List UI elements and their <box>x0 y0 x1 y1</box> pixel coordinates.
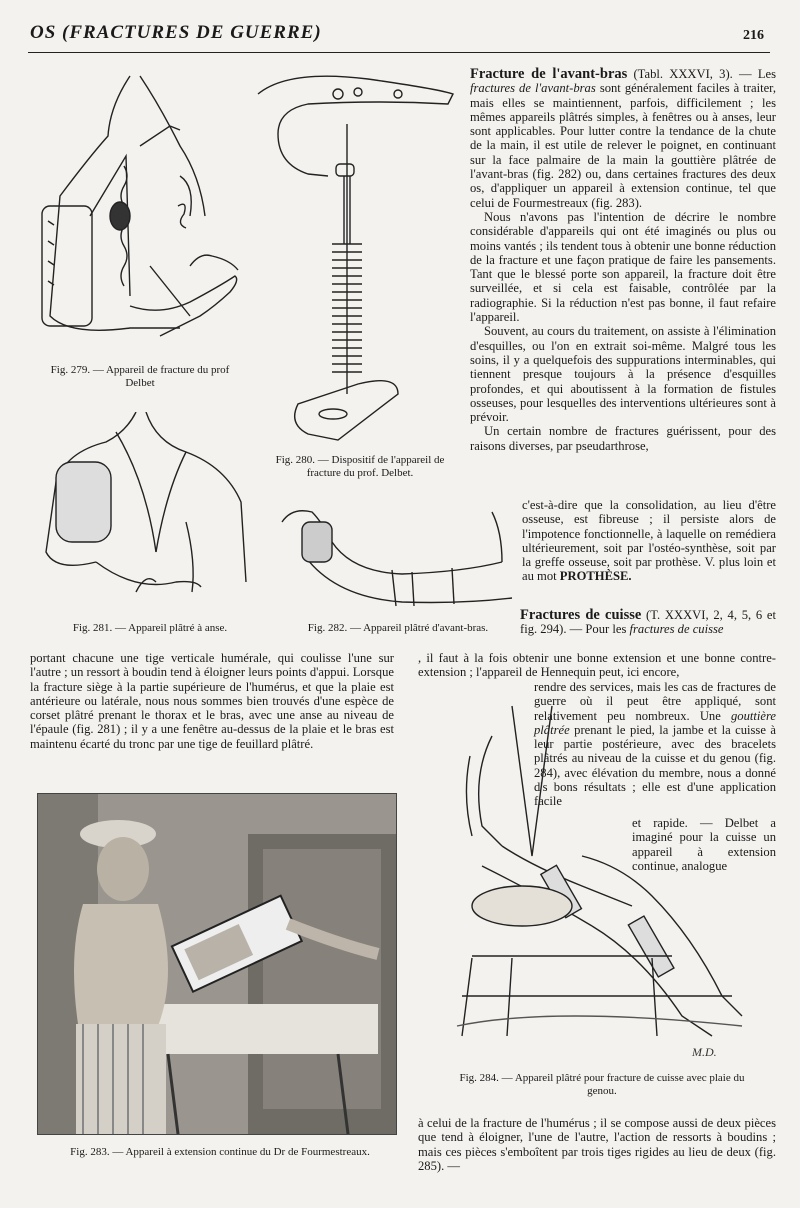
thigh-term: fractures de cuisse <box>629 622 724 637</box>
humerus-paragraph: portant chacune une tige verticale humérale, qui coulisse l'une sur l'autre ; un ressort à boudin tend à éloigner leurs points d'appui. Lorsque la fracture siège à la partie supérieure de l'humérus, et que la plaie est antérieure ou latérale, nous nous sommes bien trouvés d'une espèce de corset plâtré prenant le thorax et le bras, avec une anse au niveau de l'épaule (fig. 281) ; il y a une fenêtre au-dessus de la plaie et le bras est maintenu écarté du tronc par une tige de feuillard plâtré. <box>30 651 394 751</box>
thigh-paragraph-1c: prenant le pied, la jambe et la cuisse à leur partie postérieure, avec des bracelets plâtrés au niveau de la cuisse et du genou (fig. 284), avec élévation du membre, nous a donné d's bons résultats ; elle est d'une application facile <box>534 722 776 809</box>
forearm-paragraph-1: sont généralement faciles à traiter, mais elles se maintiennent, parfois, difficilement ; les mêmes appareils plâtrés simples, à fenêtres ou à anses, leur sont applicables. Pour lutter contre la tendance de la chute de la main, il est utile de relever le poignet, en continuant sur la face palmaire de la main la gouttière plâtrée de l'avant-bras (fig. 282) ou, dans certaines fractures des deux os, d'appliquer un appareil à extension continue, tel que celui de Fourmestreaux (fig. 283). <box>470 81 776 210</box>
forearm-ref: (Tabl. XXXVI, 3). — Les <box>627 67 777 81</box>
bottom-text <box>418 1116 776 1173</box>
bottom-paragraph: à celui de la fracture de l'humérus ; il se compose aussi de deux pièces que tend à éloigner, l'une de l'autre, l'action de ressorts à boudins ; mais ces pièces s'emboîtent par trois tiges rigides au lieu de deux (fig. 285). — <box>418 1116 776 1173</box>
forearm-paragraph-3: Souvent, au cours du traitement, on assiste à l'élimination d'esquilles, ou l'on en extrait soi-même. Malgré tous les soins, il y a quelquefois des suppurations interminables, qui tiennent presque toujours à la présence d'esquilles profondes, et qui aboutissent à la formation de fistules osseuses, pour lesquelles des interventions ultérieures sont à prévoir. <box>470 324 776 425</box>
thigh-paragraph-1d: et rapide. — Delbet a imaginé pour la cuisse un appareil à extension continue, analogue <box>632 816 776 873</box>
header-rule <box>28 52 770 53</box>
forearm-paragraph-2: Nous n'avons pas l'intention de décrire le nombre considérable d'appareils qui ont été imaginés ou plus ou moins vantés ; ils tendent tous à obtenir une bonne réduction de la fracture et une façon pratique de faire les pansements. Tant que le blessé porte son appareil, la fracture doit être surveillée, et si cela est faisable, contrôlée par la radiographie. Si la réduction n'est pas bonne, il faut refaire l'appareil. <box>470 209 776 325</box>
page-number: 216 <box>743 28 764 43</box>
forearm-term: fractures de l'avant-bras <box>470 81 596 96</box>
humerus-text <box>30 651 394 751</box>
figure-284-signature: M.D. <box>692 1045 717 1059</box>
caption-fig-282: Fig. 282. — Appareil plâtré d'avant-bras. <box>307 622 489 634</box>
forearm-paragraph-4a: Un certain nombre de fractures guérissent, pour des raisons diverses, par pseudarthrose, <box>470 424 776 453</box>
prothese-ref: PROTHÈSE. <box>559 569 632 584</box>
thigh-term-2: gouttière plâtrée <box>534 708 776 737</box>
caption-fig-283: Fig. 283. — Appareil à extension continue du Dr de Fourmestreaux. <box>70 1146 370 1158</box>
caption-fig-281: Fig. 281. — Appareil plâtré à anse. <box>72 622 228 634</box>
figure-284-leg-cast <box>452 696 752 1068</box>
figure-279-arm-apparatus <box>30 66 250 362</box>
figure-282-forearm-cast <box>262 502 518 614</box>
caption-fig-280: Fig. 280. — Dispositif de l'appareil de fracture du prof. Delbet. <box>275 454 445 479</box>
thigh-section-wide <box>418 651 776 680</box>
thigh-ref: (T. XXXVI, 2, 4, 5, 6 et fig. 294). — Pour les <box>520 608 777 637</box>
figure-280-device <box>248 64 460 450</box>
figure-281-body-cast <box>36 412 256 618</box>
thigh-paragraph-1b: rendre des services, mais les cas de fractures de guerre où il peut être appliqué, sont relativement peu nombreux. Une <box>534 680 776 723</box>
running-header: OS (FRACTURES DE GUERRE) <box>30 22 322 43</box>
forearm-paragraph-4b: c'est-à-dire que la consolidation, au lieu d'être osseuse, est fibreuse ; il persiste alors de l'impotence fonctionnelle, à laquelle on remédiera ultérieurement, soit par l'ostéo-synthèse, soit par la greffe osseuse, soit par prothèse. V. plus loin et au mot <box>522 498 776 584</box>
forearm-section <box>470 67 776 453</box>
figure-283-photo <box>37 793 397 1135</box>
thigh-paragraph-1a: , il faut à la fois obtenir une bonne extension et une bonne contre-extension ; l'appareil de Hennequin peut, ici encore, <box>418 651 776 680</box>
thigh-section-start <box>520 608 776 637</box>
caption-fig-279: Fig. 279. — Appareil de fracture du prof Delbet <box>50 364 230 389</box>
thigh-heading: Fractures de cuisse <box>520 607 642 623</box>
caption-fig-284: Fig. 284. — Appareil plâtré pour fracture de cuisse avec plaie du genou. <box>459 1072 745 1097</box>
forearm-heading: Fracture de l'avant-bras <box>470 66 628 82</box>
forearm-continuation <box>522 498 776 584</box>
